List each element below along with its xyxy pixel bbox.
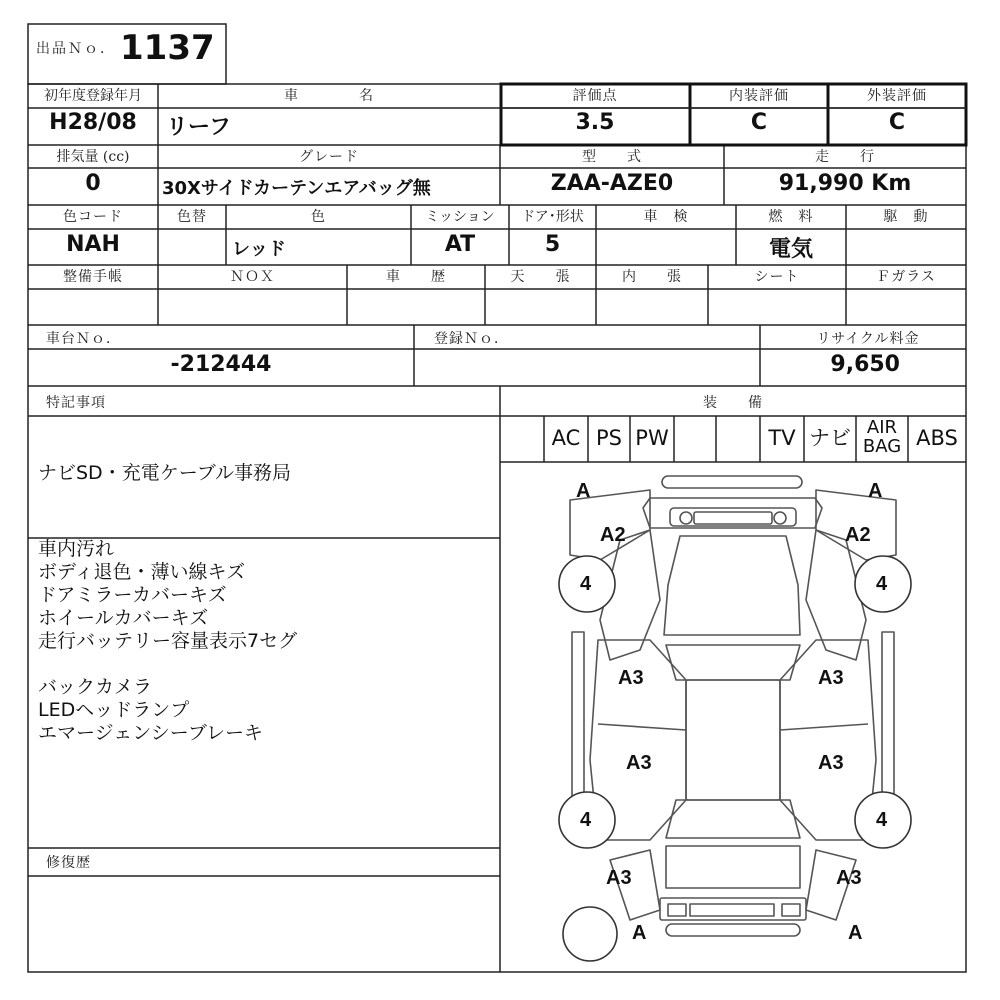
chassis-value: -212444 xyxy=(170,352,272,377)
chassis-label: 車台Ｎｏ． xyxy=(46,331,121,347)
grade-door-front-right: A3 xyxy=(818,667,844,689)
equipment-item-abs: ABS xyxy=(916,426,958,450)
history-label: 車 歴 xyxy=(386,269,446,285)
recycle-label: リサイクル料金 xyxy=(816,331,920,347)
name-value: リーフ xyxy=(166,115,231,140)
grade-door-rear-right: A3 xyxy=(818,752,844,774)
equipment-item-pw: PW xyxy=(635,426,669,450)
score-value: 3.5 xyxy=(575,110,615,135)
interior-grade-label: 内装評価 xyxy=(729,88,789,104)
grade-rear-left: A3 xyxy=(606,867,632,889)
grade-door-rear-left: A3 xyxy=(626,752,652,774)
color-code-value: NAH xyxy=(66,232,120,257)
grade-tire-rear-right: 4 xyxy=(876,809,888,831)
registration-label: 登録Ｎｏ． xyxy=(434,331,509,347)
repaint-label: 色替 xyxy=(177,209,207,225)
fuel-value: 電気 xyxy=(768,237,813,262)
grade-tire-front-left: 4 xyxy=(580,573,592,595)
grade-pillar-right: A2 xyxy=(845,524,871,546)
displacement-label: 排気量 (cc) xyxy=(56,149,130,165)
drive-label: 駆 動 xyxy=(883,209,929,225)
notes-line-1: ナビSD・充電ケーブル事務局 xyxy=(38,462,291,484)
mission-label: ミッション xyxy=(425,209,495,225)
equipment-item-tv: TV xyxy=(768,426,796,450)
grade-rear-right: A3 xyxy=(836,867,862,889)
inspection-label: 車 検 xyxy=(643,209,689,225)
notes-label: 特記事項 xyxy=(46,395,106,411)
interior-trim-label: 内 張 xyxy=(622,269,682,285)
exterior-grade-label: 外装評価 xyxy=(867,88,927,104)
name-label: 車 名 xyxy=(284,88,374,104)
model-value: ZAA-AZE0 xyxy=(550,171,674,196)
color-label: 色 xyxy=(311,209,326,225)
displacement-value: 0 xyxy=(85,171,101,196)
seat-label: シート xyxy=(754,269,800,285)
mission-value: AT xyxy=(444,232,476,257)
year-value: H28/08 xyxy=(49,110,137,135)
door-value: 5 xyxy=(544,232,561,257)
grade-bumper-left: A xyxy=(632,922,647,944)
mileage-label: 走 行 xyxy=(815,149,875,165)
grade-value: 30Xサイドカーテンエアバッグ無 xyxy=(162,178,431,199)
equipment-item-navi: ナビ xyxy=(809,426,851,450)
model-label: 型 式 xyxy=(582,149,642,165)
grade-pillar-left: A2 xyxy=(600,524,626,546)
grade-front-left: A xyxy=(576,480,591,502)
notes-lines: 車内汚れ ボディ退色・薄い線キズ ドアミラーカバーキズ ホイールカバーキズ 走行バッテリー容量表示7セグ バックカメラ LEDヘッドランプ エマージェンシーブレーキ xyxy=(38,538,298,744)
year-label: 初年度登録年月 xyxy=(44,88,142,104)
lot-label: 出品Ｎｏ． xyxy=(36,41,116,57)
exterior-grade-value: C xyxy=(888,110,906,135)
maintenance-label: 整備手帳 xyxy=(63,269,123,285)
lot-number: 1137 xyxy=(120,28,215,68)
color-value: レッド xyxy=(232,239,286,260)
fuel-label: 燃 料 xyxy=(768,209,814,225)
equipment-item-airbag: AIR BAG xyxy=(862,417,902,457)
equipment-item-ps: PS xyxy=(596,426,622,450)
glass-label: Ｆガラス xyxy=(876,269,936,285)
grade-tire-rear-left: 4 xyxy=(580,809,592,831)
equipment-label: 装 備 xyxy=(703,395,763,411)
nox-label: ＮＯＸ xyxy=(230,269,275,285)
grade-tire-front-right: 4 xyxy=(876,573,888,595)
grade-door-front-left: A3 xyxy=(618,667,644,689)
recycle-value: 9,650 xyxy=(830,352,900,377)
score-label: 評価点 xyxy=(572,88,618,104)
repair-history-label: 修復歴 xyxy=(46,855,91,871)
ceiling-label: 天 張 xyxy=(510,269,571,285)
grade-label: グレード xyxy=(299,149,359,165)
grade-front-right: A xyxy=(868,480,883,502)
door-label: ドア･形状 xyxy=(521,209,584,225)
interior-grade-value: C xyxy=(750,110,768,135)
color-code-label: 色コード xyxy=(63,209,123,225)
equipment-item-ac: AC xyxy=(551,426,581,450)
mileage-value: 91,990 Km xyxy=(778,171,912,196)
grade-bumper-right: A xyxy=(848,922,863,944)
